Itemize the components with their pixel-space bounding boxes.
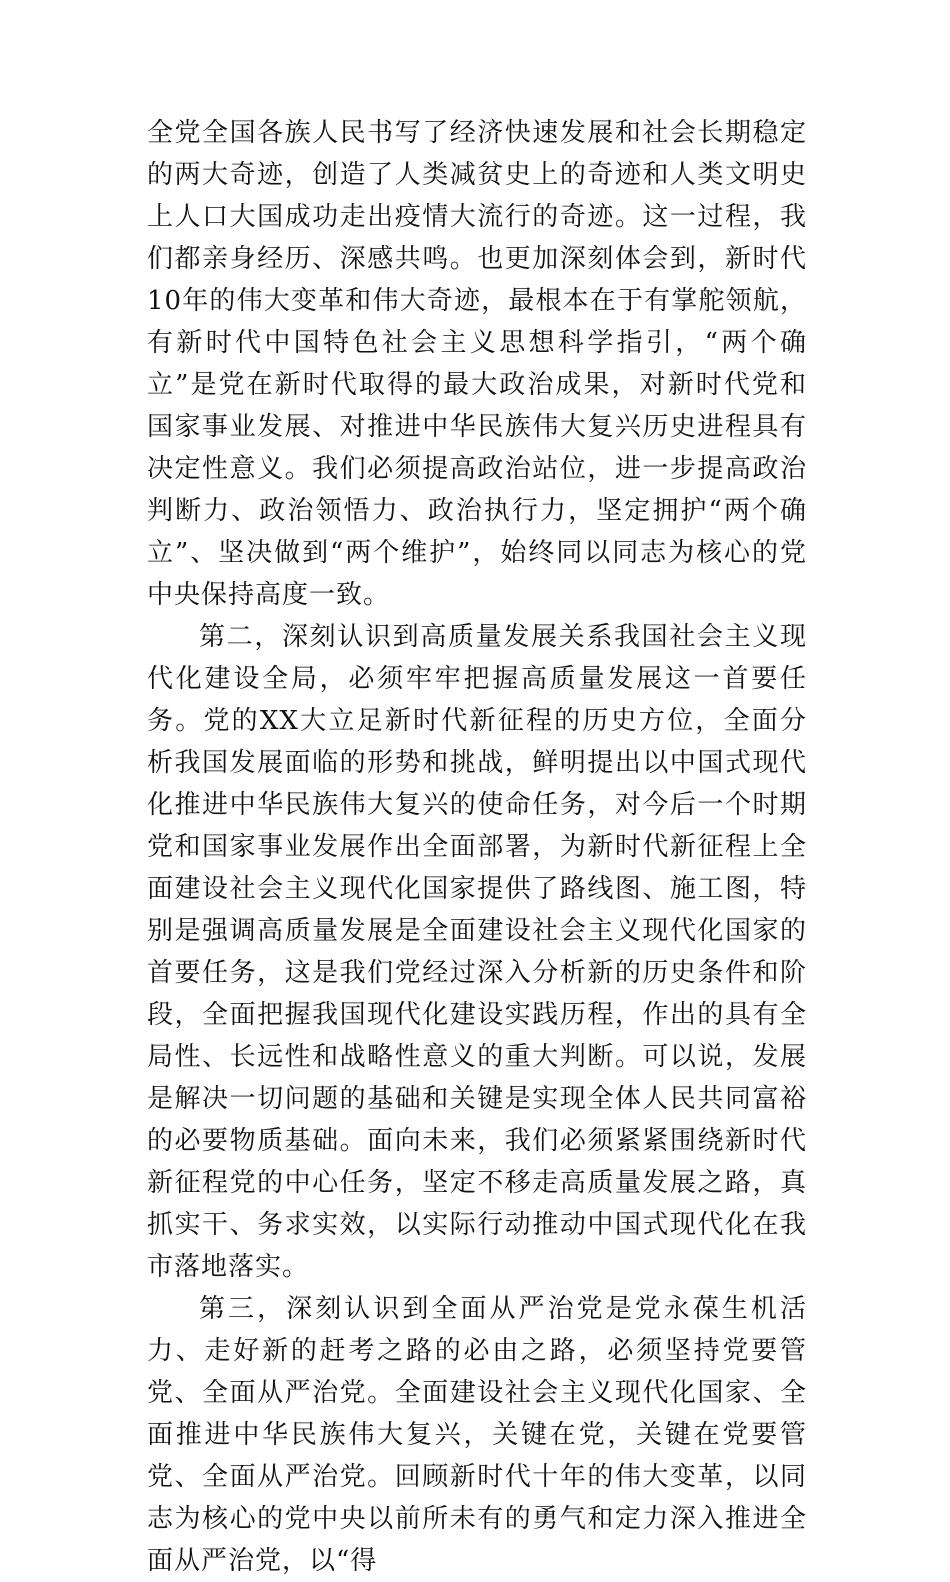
paragraph-2: 第二，深刻认识到高质量发展关系我国社会主义现代化建设全局，必须牢牢把握高质量发展这一首要任务。党的XX大立足新时代新征程的历史方位，全面分析我国发展面临的形势和挑战，鲜明提出以中国式现代化推进中华民族伟大复兴的使命任务，对今后一个时期党和国家事业发展作出全面部署，为新时代新征程上全面建设社会主义现代化国家提供了路线图、施工图，特别是强调高质量发展是全面建设社会主义现代化国家的首要任务，这是我们党经过深入分析新的历史条件和阶段，全面把握我国现代化建设实践历程，作出的具有全局性、长远性和战略性意义的重大判断。可以说，发展是解决一切问题的基础和关键是实现全体人民共同富裕的必要物质基础。面向未来，我们必须紧紧围绕新时代新征程党的中心任务，坚定不移走高质量发展之路，真抓实干、务求实效，以实际行动推动中国式现代化在我市落地落实。 (147, 622, 807, 1282)
paragraph-3: 第三，深刻认识到全面从严治党是党永葆生机活力、走好新的赶考之路的必由之路，必须坚持党要管党、全面从严治党。全面建设社会主义现代化国家、全面推进中华民族伟大复兴，关键在党，关键在党要管党、全面从严治党。回顾新时代十年的伟大变革，以同志为核心的党中央以前所未有的勇气和定力深入推进全面从严治党，以“得 (147, 1294, 807, 1576)
document-body (147, 112, 807, 1582)
paragraph-1: 全党全国各族人民书写了经济快速发展和社会长期稳定的两大奇迹，创造了人类减贫史上的奇迹和人类文明史上人口大国成功走出疫情大流行的奇迹。这一过程，我们都亲身经历、深感共鸣。也更加深刻体会到，新时代10年的伟大变革和伟大奇迹，最根本在于有掌舵领航，有新时代中国特色社会主义思想科学指引，“两个确立”是党在新时代取得的最大政治成果，对新时代党和国家事业发展、对推进中华民族伟大复兴历史进程具有决定性意义。我们必须提高政治站位，进一步提高政治判断力、政治领悟力、政治执行力，坚定拥护“两个确立”、坚决做到“两个维护”，始终同以同志为核心的党中央保持高度一致。 (147, 118, 807, 610)
